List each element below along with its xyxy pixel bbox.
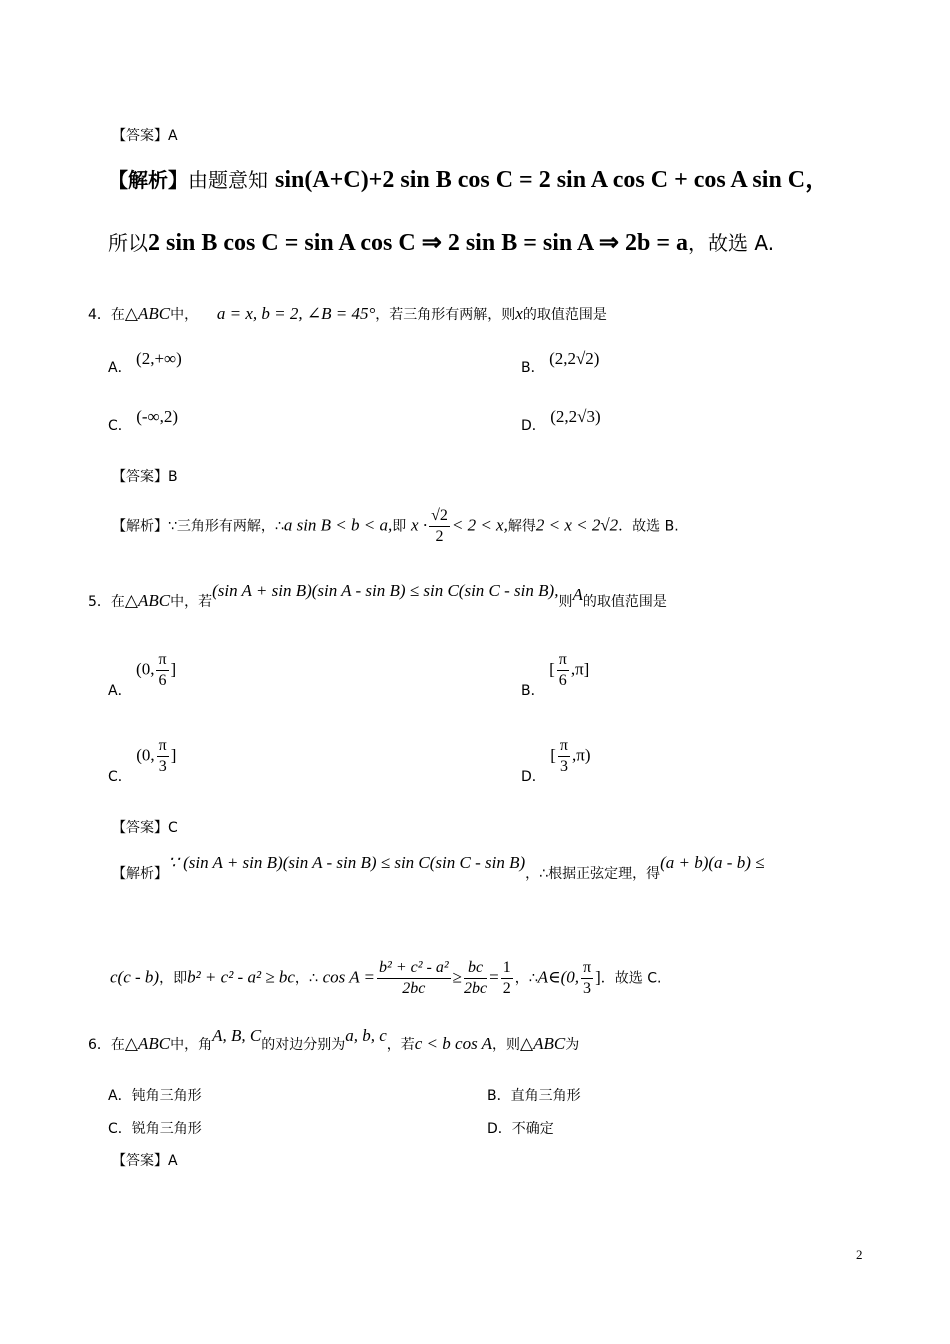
q5-stem	[88, 581, 667, 613]
fraction-denominator: 6	[558, 672, 567, 689]
analysis-label: 【解析】	[112, 518, 168, 535]
stem-text: 为	[565, 1037, 580, 1053]
stem-text: 中，	[170, 307, 199, 323]
option-label: D．	[521, 768, 546, 785]
fraction-numerator: bc	[464, 958, 487, 979]
fraction	[157, 736, 169, 777]
given-conditions: c < b cos A	[414, 1034, 493, 1053]
option-value: (-∞,2)	[136, 407, 179, 426]
q3-analysis-line2	[108, 228, 774, 259]
stem-text: 中，若	[170, 594, 213, 610]
option-label: B．	[521, 682, 545, 699]
option-label: B．	[521, 360, 545, 376]
option-bracket: ,π)	[571, 745, 591, 765]
fraction-numerator: π	[558, 736, 570, 757]
fraction	[558, 736, 570, 777]
analysis-text: ，∴	[514, 970, 538, 987]
q6-stem	[88, 1026, 580, 1056]
q4-answer	[112, 466, 178, 488]
q5-answer	[112, 817, 178, 839]
question-number: 5．	[88, 594, 111, 610]
fraction-numerator: √2	[429, 506, 450, 527]
analysis-text: ，故选 A.	[688, 231, 775, 255]
q4-option-b	[521, 349, 600, 377]
stem-text: ，若	[386, 1037, 415, 1053]
option-value: 直角三角形	[510, 1088, 581, 1104]
option-label: B．	[487, 1088, 511, 1104]
fraction	[557, 650, 569, 691]
stem-text: 则	[558, 594, 573, 610]
triangle-label: △ABC	[124, 1034, 171, 1053]
analysis-expression: (a + b)(a - b) ≤	[660, 853, 765, 872]
option-bracket: ,π]	[570, 659, 590, 679]
variable: A	[572, 585, 583, 604]
analysis-text: ∵三角形有两解，∴	[168, 518, 284, 535]
analysis-text: 所以	[108, 231, 148, 255]
analysis-expression: < 2 < x,	[451, 515, 508, 535]
analysis-expression: a sin B < b < a,	[283, 515, 393, 535]
analysis-expression: 2 < x < 2√2	[535, 515, 619, 535]
fraction-denominator: 3	[559, 758, 568, 775]
analysis-expression: c(c - b)	[110, 967, 160, 987]
operator: =	[489, 967, 499, 987]
q4-stem	[88, 303, 607, 326]
option-bracket: (0,	[136, 659, 155, 679]
answer-label: 【答案】	[112, 128, 168, 144]
option-label: A．	[108, 360, 132, 376]
fraction-denominator: 2	[502, 980, 511, 997]
answer-label: 【答案】	[112, 469, 168, 485]
analysis-expression: 2 sin B cos C = sin A cos C ⇒ 2 sin B = sin A ⇒ 2b = a	[148, 230, 689, 256]
question-number: 4．	[88, 307, 111, 323]
q5-option-d	[521, 736, 591, 785]
fraction-numerator: π	[156, 650, 168, 671]
fraction	[581, 958, 593, 999]
option-bracket: ]	[170, 659, 177, 679]
fraction	[377, 958, 451, 999]
q4-option-d	[521, 407, 601, 435]
question-number: 6．	[88, 1037, 111, 1053]
q6-option-a	[108, 1085, 202, 1105]
stem-text: 的对边分别为	[261, 1037, 346, 1053]
analysis-text: ．故选 B.	[618, 518, 679, 535]
option-label: C．	[108, 418, 132, 434]
option-label: C．	[108, 768, 132, 785]
fraction-denominator: 6	[158, 672, 167, 689]
analysis-text: 由题意知	[188, 168, 268, 192]
q3-answer	[112, 125, 178, 147]
stem-text: 在	[110, 307, 125, 323]
analysis-label: 【解析】	[108, 168, 188, 192]
q5-analysis-line2	[110, 958, 661, 999]
option-bracket: [	[550, 745, 556, 765]
q4-option-a	[108, 349, 182, 377]
option-value: (2,2√3)	[550, 407, 601, 426]
stem-text: 的取值范围是	[522, 307, 607, 323]
answer-value: C	[168, 820, 178, 836]
analysis-expression: x ·	[411, 515, 428, 535]
analysis-text: 解得	[507, 518, 536, 535]
answer-value: A	[168, 128, 178, 144]
analysis-text: ，∴根据正弦定理，得	[525, 866, 661, 882]
q5-option-a	[108, 650, 177, 699]
option-label: A．	[108, 1088, 132, 1104]
answer-value: A	[168, 1153, 178, 1169]
fraction-numerator: π	[157, 736, 169, 757]
angle-labels: A, B, C	[212, 1026, 262, 1045]
q6-option-b	[487, 1085, 581, 1105]
option-label: A．	[108, 682, 132, 699]
analysis-text: ．故选 C.	[600, 970, 662, 987]
analysis-text: ，即	[159, 970, 188, 987]
option-label: D．	[487, 1121, 512, 1137]
fraction-numerator: π	[581, 958, 593, 979]
analysis-text: 即	[392, 518, 407, 535]
analysis-expression: A∈(0,	[537, 967, 580, 987]
given-conditions: (sin A + sin B)(sin A - sin B) ≤ sin C(sin C - sin B),	[212, 581, 559, 600]
stem-text: 在	[110, 1037, 125, 1053]
q5-analysis-line1	[112, 853, 765, 885]
analysis-expression: ∵ (sin A + sin B)(sin A - sin B) ≤ sin C(sin C - sin B)	[168, 853, 526, 872]
option-value: 钝角三角形	[131, 1088, 202, 1104]
q4-analysis	[112, 506, 679, 547]
fraction	[429, 506, 450, 547]
fraction-denominator: 2bc	[464, 980, 488, 997]
analysis-expression: cos A =	[322, 967, 376, 987]
answer-value: B	[168, 469, 178, 485]
fraction-denominator: 2	[435, 528, 444, 545]
analysis-expression: sin(A+C)+2 sin B cos C = 2 sin A cos C + cos A sin C，	[275, 167, 830, 193]
option-bracket: [	[549, 659, 555, 679]
q5-option-b	[521, 650, 590, 699]
fraction	[464, 958, 487, 999]
answer-label: 【答案】	[112, 820, 168, 836]
fraction-numerator: b² + c² - a²	[377, 958, 451, 979]
variable: x	[515, 304, 523, 323]
option-bracket: (0,	[136, 745, 155, 765]
stem-text: ，则	[492, 1037, 521, 1053]
fraction	[501, 958, 513, 999]
q6-option-d	[487, 1118, 554, 1138]
fraction-denominator: 2bc	[402, 980, 426, 997]
q3-analysis-line1	[108, 165, 829, 196]
option-label: C．	[108, 1121, 132, 1137]
q4-option-c	[108, 407, 179, 435]
stem-text: ，若三角形有两解，则	[375, 307, 516, 323]
q6-option-c	[108, 1118, 202, 1138]
page-number: 2	[856, 1247, 863, 1262]
analysis-label: 【解析】	[112, 866, 168, 882]
fraction-numerator: π	[557, 650, 569, 671]
stem-text: 的取值范围是	[582, 594, 667, 610]
analysis-expression: b² + c² - a² ≥ bc	[187, 967, 295, 987]
option-value: (2,+∞)	[136, 349, 182, 368]
q5-option-c	[108, 736, 177, 785]
analysis-expression: ]	[595, 967, 601, 987]
q6-answer	[112, 1150, 178, 1172]
option-value: 锐角三角形	[131, 1121, 202, 1137]
triangle-label: △ABC	[124, 304, 171, 323]
answer-label: 【答案】	[112, 1153, 168, 1169]
fraction	[156, 650, 168, 691]
analysis-text: ，∴	[294, 970, 318, 987]
given-conditions: a = x, b = 2, ∠B = 45°	[216, 304, 376, 323]
side-labels: a, b, c	[345, 1026, 387, 1045]
triangle-label: △ABC	[124, 591, 171, 610]
operator: ≥	[452, 967, 462, 987]
option-bracket: ]	[170, 745, 177, 765]
triangle-label: △ABC	[520, 1034, 566, 1053]
option-value: 不确定	[511, 1121, 554, 1137]
option-label: D．	[521, 418, 546, 434]
fraction-denominator: 3	[158, 758, 167, 775]
stem-text: 在	[110, 594, 125, 610]
fraction-numerator: 1	[501, 958, 513, 979]
stem-text: 中，角	[170, 1037, 213, 1053]
option-value: (2,2√2)	[549, 349, 600, 368]
fraction-denominator: 3	[583, 980, 592, 997]
